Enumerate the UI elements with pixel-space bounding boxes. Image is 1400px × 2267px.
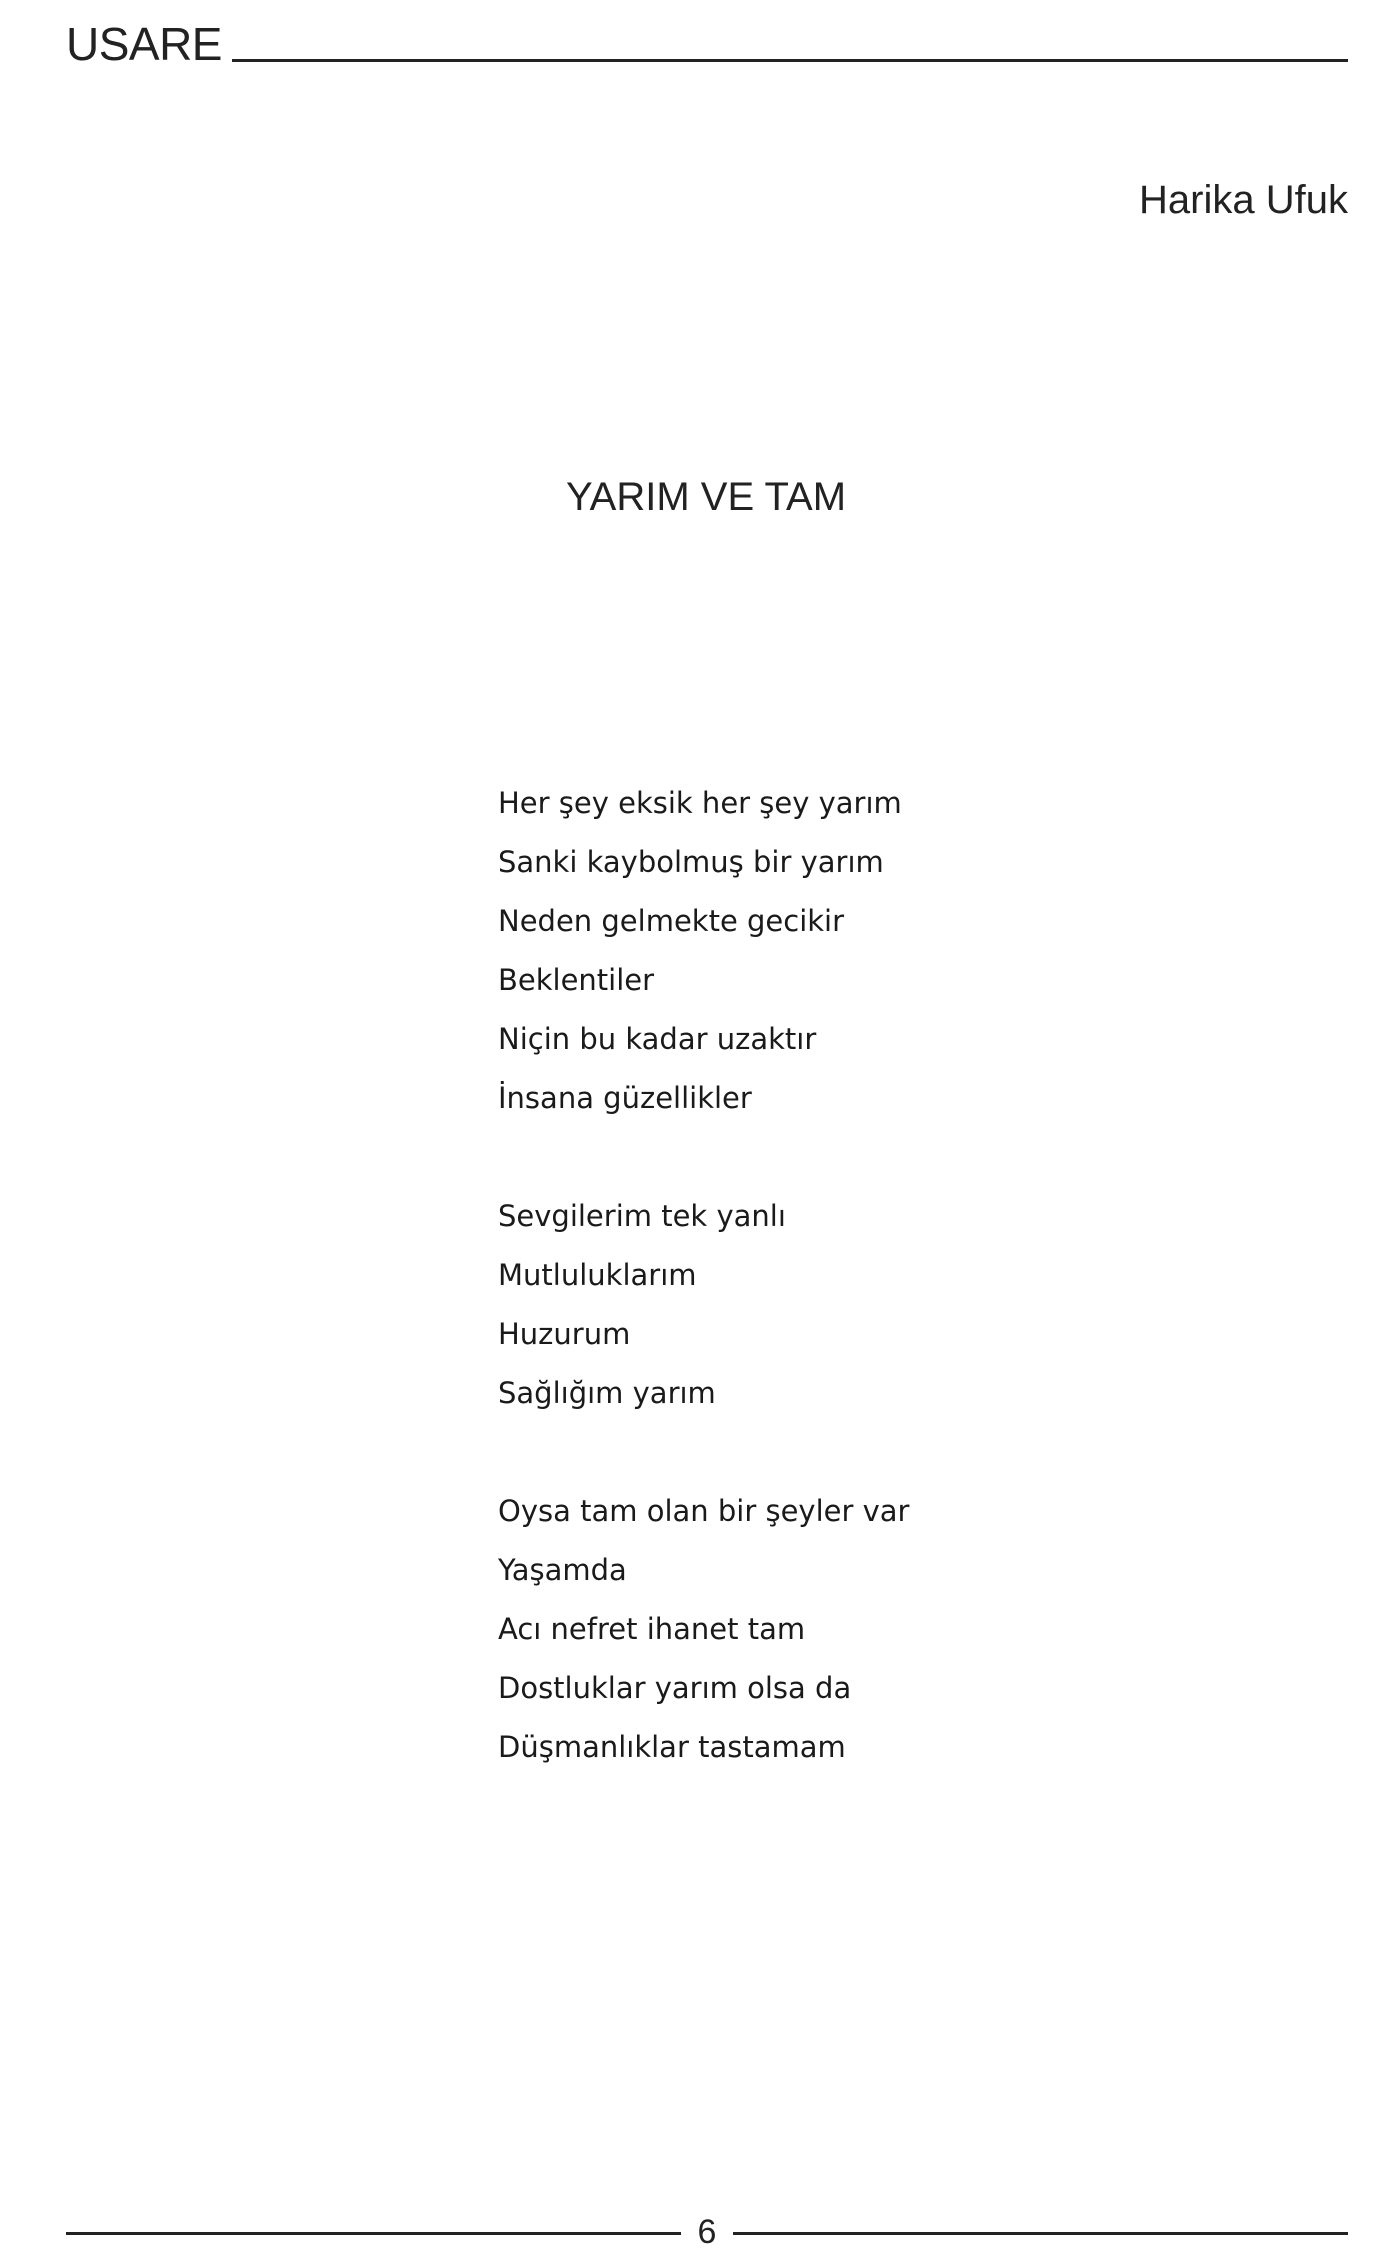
poem-line: Huzurum: [498, 1317, 631, 1351]
poem-body: [498, 774, 909, 1836]
poem-line: Her şey eksik her şey yarım: [498, 786, 902, 820]
page-header: [66, 18, 1348, 70]
poem-line: Mutluluklarım: [498, 1258, 697, 1292]
poem-line: Oysa tam olan bir şeyler var: [498, 1494, 910, 1528]
header-rule: [232, 59, 1348, 62]
poem-line: Sevgilerim tek yanlı: [498, 1199, 786, 1233]
poem-line: Sanki kaybolmuş bir yarım: [498, 845, 884, 879]
stanza-1: [498, 774, 909, 1128]
footer-rule-right: [733, 2232, 1348, 2235]
poem-line: Düşmanlıklar tastamam: [498, 1730, 846, 1764]
poem-line: Yaşamda: [498, 1553, 627, 1587]
stanza-3: [498, 1482, 909, 1777]
poem-line: İnsana güzellikler: [498, 1081, 752, 1115]
poem-line: Neden gelmekte gecikir: [498, 904, 845, 938]
poem-line: Beklentiler: [498, 963, 655, 997]
page-number: 6: [697, 2213, 717, 2251]
stanza-2: [498, 1187, 909, 1423]
poem-title: YARIM VE TAM: [565, 475, 847, 519]
poem-line: Acı nefret ihanet tam: [498, 1612, 806, 1646]
magazine-name: USARE: [66, 18, 222, 70]
poem-line: Dostluklar yarım olsa da: [498, 1671, 852, 1705]
author-name: Harika Ufuk: [1139, 178, 1348, 222]
footer-rule-left: [66, 2232, 681, 2235]
poem-line: Sağlığım yarım: [498, 1376, 716, 1410]
poem-line: Niçin bu kadar uzaktır: [498, 1022, 817, 1056]
